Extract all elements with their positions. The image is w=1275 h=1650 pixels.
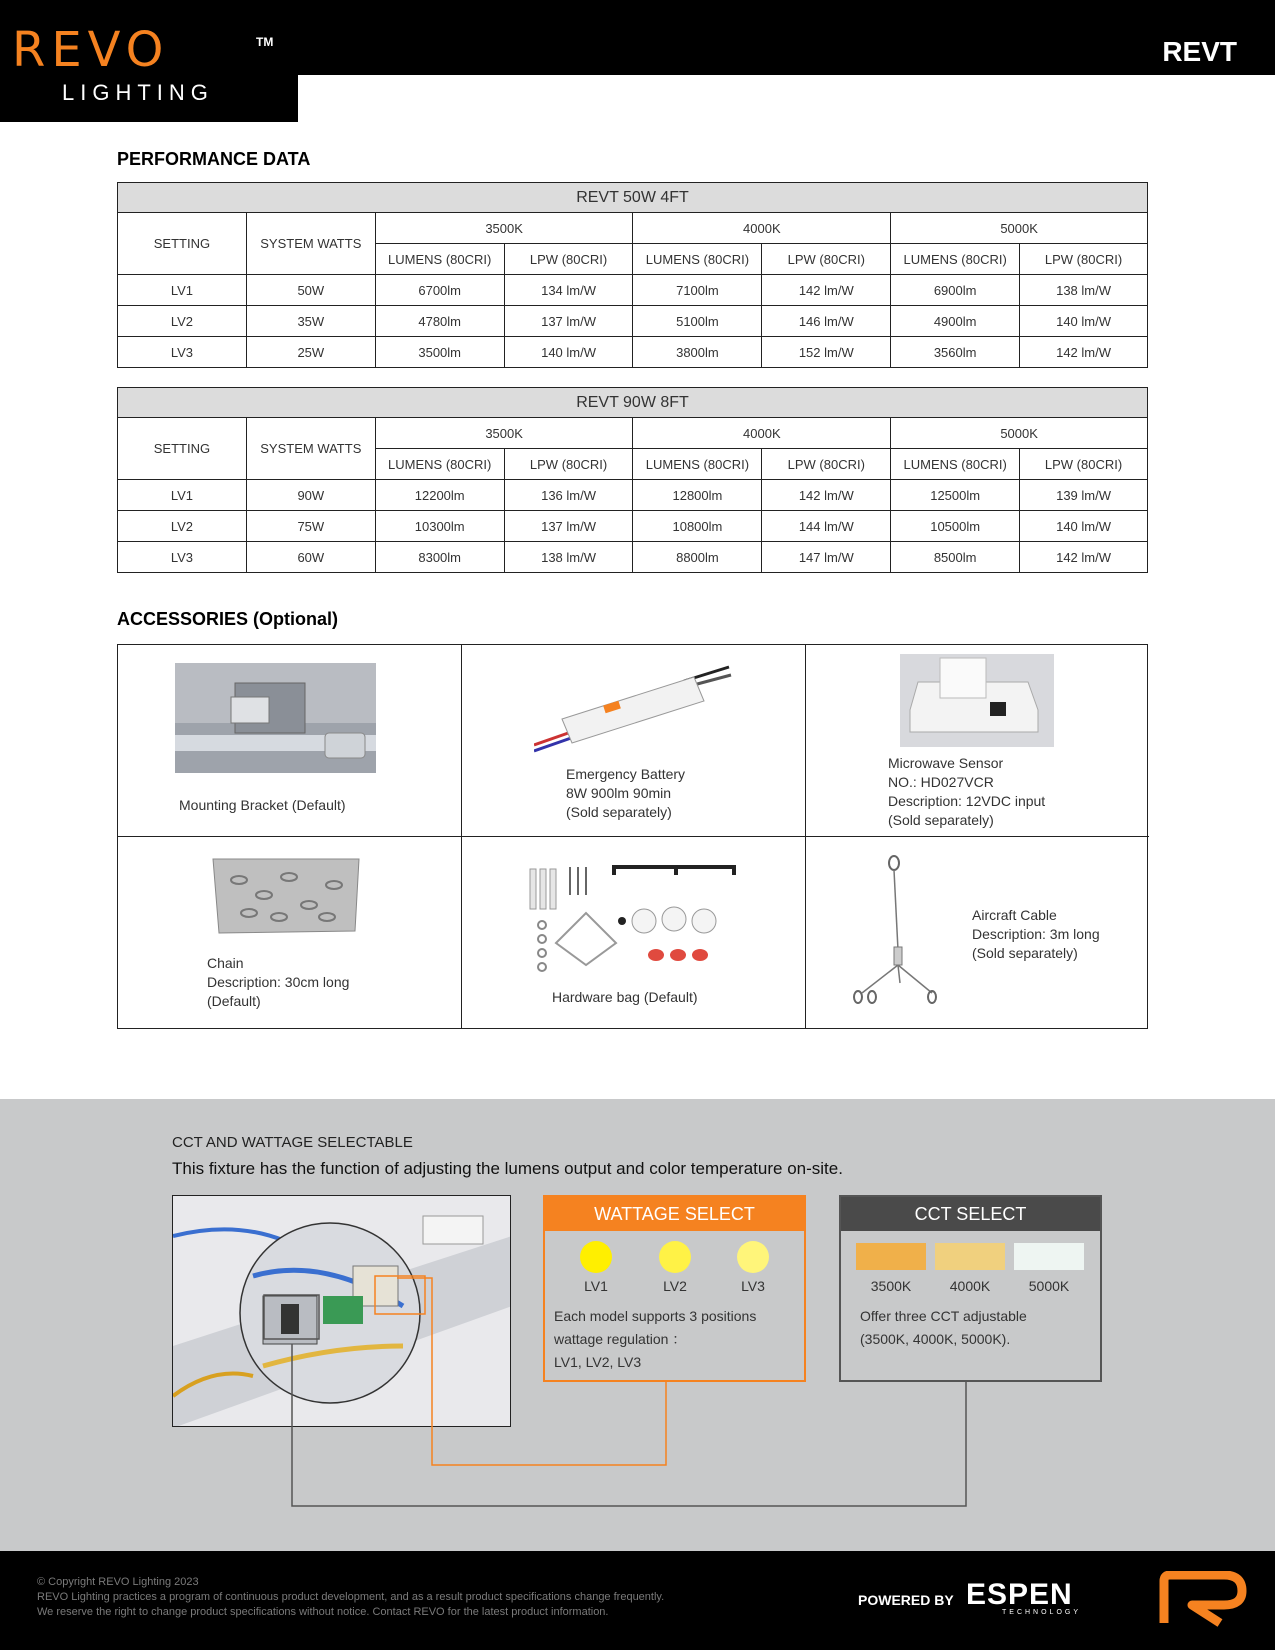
header-lpw: LPW (80CRI)	[504, 449, 633, 480]
table-cell: 137 lm/W	[504, 511, 633, 542]
header-lumens: LUMENS (80CRI)	[375, 244, 504, 275]
led-indicator-lv1	[580, 1241, 612, 1273]
accessories-grid	[117, 644, 1148, 1029]
brand-logo	[0, 0, 298, 122]
accessory-microwave-sensor	[806, 645, 1149, 837]
table-cell: 35W	[246, 306, 375, 337]
microwave-sensor-image	[900, 654, 1054, 747]
table-row	[118, 275, 1148, 306]
table-cell: 142 lm/W	[1020, 337, 1148, 368]
model-code: REVT	[1162, 36, 1237, 67]
header-system-watts: SYSTEM WATTS	[246, 213, 375, 275]
logo-wordmark: REVO	[12, 22, 170, 78]
performance-table-50w	[117, 182, 1148, 368]
table-cell: 142 lm/W	[762, 275, 891, 306]
table-cell: LV3	[118, 337, 247, 368]
performance-table-90w	[117, 387, 1148, 573]
table-cell: 5100lm	[633, 306, 762, 337]
led-indicator-lv2	[659, 1241, 691, 1273]
logo-subtitle: LIGHTING	[62, 80, 214, 105]
table-cell: 144 lm/W	[762, 511, 891, 542]
chain-bag-image	[209, 855, 365, 935]
accessories-title: ACCESSORIES (Optional)	[117, 609, 339, 629]
accessory-mounting-bracket	[118, 645, 462, 837]
wattage-select-box	[543, 1195, 806, 1382]
wattage-description: Each model supports 3 positions wattage regulation ： LV1, LV2, LV3	[554, 1308, 757, 1370]
color-swatch-4000k	[935, 1243, 1005, 1270]
table-cell: LV2	[118, 511, 247, 542]
header-cct-5000k: 5000K	[891, 213, 1148, 244]
table-cell: 12800lm	[633, 480, 762, 511]
table-cell: LV1	[118, 480, 247, 511]
espen-logo: ESPEN	[966, 1578, 1073, 1611]
performance-title: PERFORMANCE DATA	[117, 149, 311, 169]
color-swatch-3500k	[856, 1243, 926, 1270]
selectable-subtitle: This fixture has the function of adjusting the lumens output and color temperature on-site.	[172, 1159, 843, 1178]
table-cell: 7100lm	[633, 275, 762, 306]
table-cell: 140 lm/W	[1020, 306, 1148, 337]
header-lpw: LPW (80CRI)	[762, 449, 891, 480]
wattage-level-label: LV1	[584, 1278, 608, 1294]
header-system-watts: SYSTEM WATTS	[246, 418, 375, 480]
revo-r-icon	[1158, 1571, 1248, 1627]
wattage-select-heading: WATTAGE SELECT	[545, 1197, 804, 1231]
table-cell: 136 lm/W	[504, 480, 633, 511]
table-row	[118, 337, 1148, 368]
accessory-label: Chain Description: 30cm long (Default)	[207, 955, 350, 1009]
table-cell: 134 lm/W	[504, 275, 633, 306]
table-cell: 10800lm	[633, 511, 762, 542]
table-cell: 142 lm/W	[762, 480, 891, 511]
switch-detail-photo	[172, 1195, 511, 1427]
table-cell: LV1	[118, 275, 247, 306]
accessory-label: Microwave Sensor NO.: HD027VCR Description: 12VDC input (Sold separately)	[888, 755, 1046, 828]
header-lpw: LPW (80CRI)	[1020, 244, 1148, 275]
mounting-bracket-image	[175, 663, 376, 773]
table-cell: 139 lm/W	[1020, 480, 1148, 511]
powered-by-label: POWERED BY	[858, 1592, 954, 1608]
table-cell: 10300lm	[375, 511, 504, 542]
header-lumens: LUMENS (80CRI)	[633, 244, 762, 275]
table-cell: 25W	[246, 337, 375, 368]
wattage-level-label: LV3	[741, 1278, 765, 1294]
header-cct-5000k: 5000K	[891, 418, 1148, 449]
table-caption: REVT 50W 4FT	[118, 183, 1148, 213]
table-cell: 90W	[246, 480, 375, 511]
table-cell: 3800lm	[633, 337, 762, 368]
header-lumens: LUMENS (80CRI)	[633, 449, 762, 480]
table-cell: 147 lm/W	[762, 542, 891, 573]
table-cell: 3560lm	[891, 337, 1020, 368]
header-cct-4000k: 4000K	[633, 418, 891, 449]
table-row	[118, 306, 1148, 337]
table-cell: 4780lm	[375, 306, 504, 337]
table-cell: 140 lm/W	[504, 337, 633, 368]
table-cell: 152 lm/W	[762, 337, 891, 368]
header-lumens: LUMENS (80CRI)	[891, 244, 1020, 275]
header-cct-3500k: 3500K	[375, 213, 633, 244]
cct-description: Offer three CCT adjustable (3500K, 4000K, 5000K).	[860, 1308, 1027, 1347]
table-cell: 138 lm/W	[1020, 275, 1148, 306]
selectable-title: CCT AND WATTAGE SELECTABLE	[172, 1134, 413, 1151]
footer-legal: © Copyright REVO Lighting 2023 REVO Lighting practices a program of continuous product development, and as a result product specifications change frequently. We reserve the right to change product specifications without notice. Contact REVO for the latest product information.	[37, 1576, 665, 1618]
cct-select-heading: CCT SELECT	[841, 1197, 1100, 1231]
header-cct-3500k: 3500K	[375, 418, 633, 449]
accessory-aircraft-cable	[806, 837, 1149, 1028]
table-cell: 6900lm	[891, 275, 1020, 306]
accessory-chain	[118, 837, 462, 1028]
cct-label: 3500K	[870, 1278, 912, 1294]
table-cell: 8500lm	[891, 542, 1020, 573]
emergency-battery-image	[534, 661, 734, 756]
table-cell: 10500lm	[891, 511, 1020, 542]
table-row	[118, 511, 1148, 542]
table-caption: REVT 90W 8FT	[118, 388, 1148, 418]
table-cell: 3500lm	[375, 337, 504, 368]
header-cct-4000k: 4000K	[633, 213, 891, 244]
table-cell: LV3	[118, 542, 247, 573]
header-lumens: LUMENS (80CRI)	[891, 449, 1020, 480]
table-cell: 8300lm	[375, 542, 504, 573]
color-swatch-5000k	[1014, 1243, 1084, 1270]
cct-select-box	[839, 1195, 1102, 1382]
table-cell: 146 lm/W	[762, 306, 891, 337]
table-cell: 140 lm/W	[1020, 511, 1148, 542]
accessory-hardware-bag	[462, 837, 806, 1028]
header-setting: SETTING	[118, 213, 247, 275]
accessory-label: Hardware bag (Default)	[552, 989, 698, 1005]
led-indicator-lv3	[737, 1241, 769, 1273]
table-cell: LV2	[118, 306, 247, 337]
header-lumens: LUMENS (80CRI)	[375, 449, 504, 480]
table-cell: 50W	[246, 275, 375, 306]
table-cell: 6700lm	[375, 275, 504, 306]
table-cell: 138 lm/W	[504, 542, 633, 573]
table-cell: 12200lm	[375, 480, 504, 511]
table-cell: 142 lm/W	[1020, 542, 1148, 573]
accessory-label: Emergency Battery 8W 900lm 90min (Sold separately)	[566, 766, 686, 820]
espen-logo-subtitle: TECHNOLOGY	[1002, 1609, 1082, 1616]
table-cell: 4900lm	[891, 306, 1020, 337]
header-lpw: LPW (80CRI)	[504, 244, 633, 275]
table-row	[118, 542, 1148, 573]
table-cell: 60W	[246, 542, 375, 573]
table-cell: 137 lm/W	[504, 306, 633, 337]
cct-label: 5000K	[1028, 1278, 1070, 1294]
wattage-level-label: LV2	[663, 1278, 687, 1294]
fixture-switch-image	[173, 1196, 511, 1427]
table-cell: 12500lm	[891, 480, 1020, 511]
header-lpw: LPW (80CRI)	[762, 244, 891, 275]
table-cell: 8800lm	[633, 542, 762, 573]
accessory-label: Aircraft Cable Description: 3m long (Sold separately)	[972, 907, 1100, 961]
cct-label: 4000K	[949, 1278, 991, 1294]
hardware-bag-image	[526, 865, 746, 973]
accessory-label: Mounting Bracket (Default)	[179, 797, 346, 813]
header-lpw: LPW (80CRI)	[1020, 449, 1148, 480]
logo-trademark: TM	[256, 35, 274, 49]
table-row	[118, 480, 1148, 511]
accessory-emergency-battery	[462, 645, 806, 837]
aircraft-cable-image	[848, 855, 948, 1005]
header-setting: SETTING	[118, 418, 247, 480]
table-cell: 75W	[246, 511, 375, 542]
